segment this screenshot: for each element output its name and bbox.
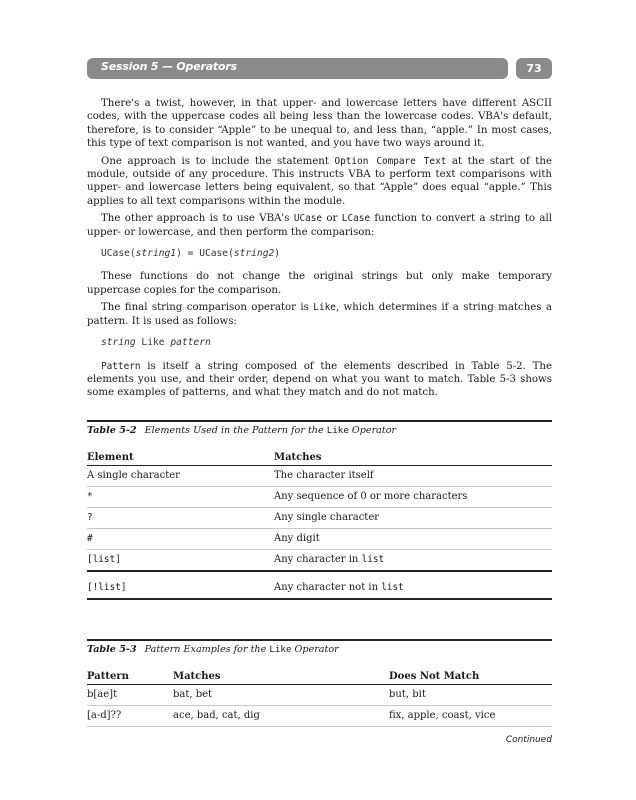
- table-5-3: [87, 639, 552, 727]
- table-5-3-header: Pattern Matches Does Not Match: [87, 666, 552, 685]
- table-row: [list] Any character in list: [87, 550, 552, 572]
- table-row: # Any digit: [87, 529, 552, 550]
- body-text: [87, 97, 552, 404]
- paragraph-1: There's a twist, however, in that upper- and lowercase letters have different ASCII codes, with the uppercase codes all being less than the lowercase codes. VBA's default, therefore, is to consider “Apple” to be unequal to, and less than, “apple.” In most cases, this type of text comparison is not wanted, and you have two ways around it.: [87, 98, 552, 150]
- table-row: A single character The character itself: [87, 466, 552, 487]
- page-number: 73: [516, 58, 552, 79]
- table-row: b[ae]t bat, bet but, bit: [87, 685, 552, 706]
- table-row: [a-d]?? ace, bad, cat, dig fix, apple, coast, vice: [87, 706, 552, 727]
- table-row: * Any sequence of 0 or more characters: [87, 487, 552, 508]
- paragraph-5: The final string comparison operator is Like, which determines if a string matches a pattern. It is used as follows:: [87, 302, 552, 327]
- table-5-3-caption: Table 5-3 Pattern Examples for the Like Operator: [87, 639, 552, 660]
- table-5-2-caption: Table 5-2 Elements Used in the Pattern for the Like Operator: [87, 420, 552, 441]
- table-row: ? Any single character: [87, 508, 552, 529]
- table-5-2-header: Element Matches: [87, 447, 552, 466]
- running-header: [87, 58, 508, 79]
- paragraph-4: These functions do not change the original strings but only make temporary uppercase copies for the comparison.: [87, 271, 552, 296]
- table-row: [!list] Any character not in list: [87, 572, 552, 600]
- paragraph-2: One approach is to include the statement Option Compare Text at the start of the module, outside of any procedure. This instructs VBA to perform text comparisons with upper- and lowercase letters being equivalent, so that “Apple” does equal “apple.” This applies to all text comparisons within the module.: [87, 155, 552, 207]
- session-title: Session 5 — Operators: [101, 60, 237, 73]
- code-example-like: string Like pattern: [101, 337, 211, 349]
- code-example-ucase: UCase(string1) = UCase(string2): [101, 248, 281, 260]
- paragraph-6: Pattern is itself a string composed of the elements described in Table 5-2. The elements you use, and their order, depend on what you want to match. Table 5-3 shows some examples of patterns, and what they match and do not match.: [87, 360, 552, 399]
- paragraph-3: The other approach is to use VBA's UCase or LCase function to convert a string to all upper- or lowercase, and then perform the comparison:: [87, 213, 552, 238]
- table-5-2: [87, 420, 552, 600]
- continued-label: Continued: [505, 735, 552, 745]
